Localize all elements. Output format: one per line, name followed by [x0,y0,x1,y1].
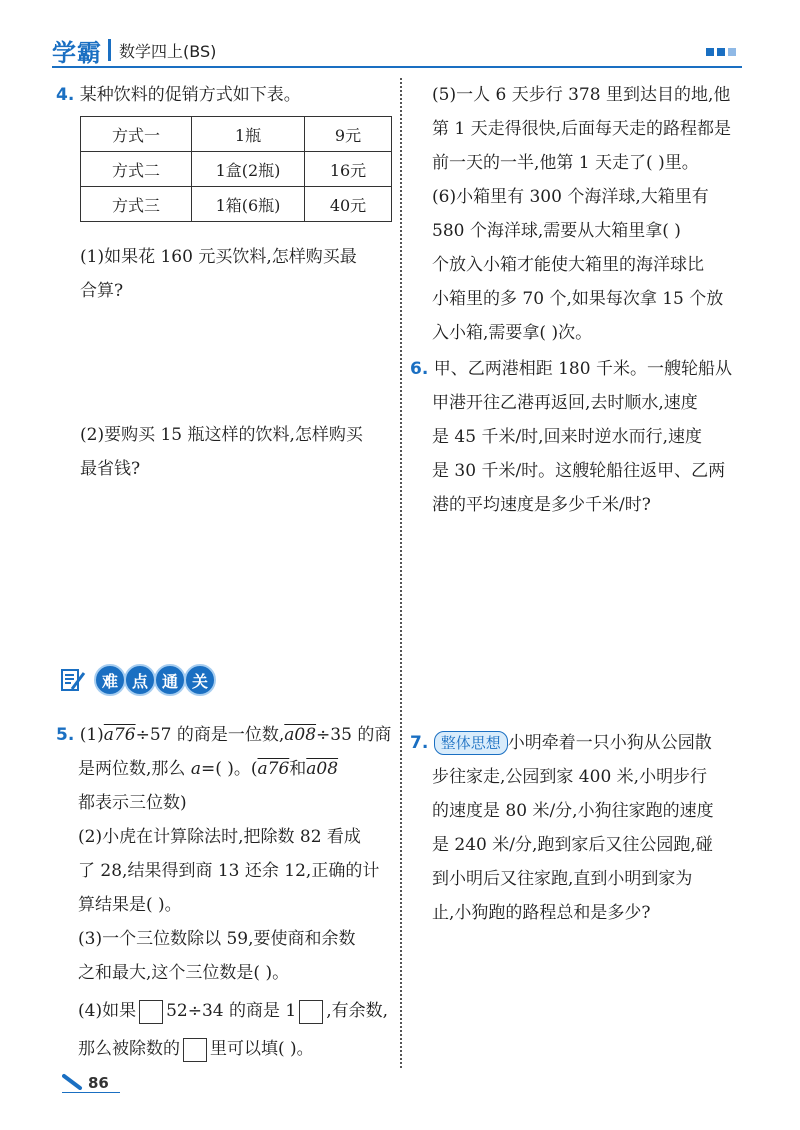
book-title: 数学四上(BS) [119,41,217,61]
q5-line [56,718,396,752]
table-cell: 9元 [305,117,392,152]
table-cell: 方式二 [81,152,192,187]
q5-number-overline: a08 [284,725,317,745]
part6-line: 小箱里的多 70 个,如果每次拿 15 个放 [432,289,724,309]
table-cell: 16元 [305,152,392,187]
table-row [81,187,392,222]
q4-number: 4. [56,85,75,105]
banner-char: 关 [184,664,216,696]
q6-line: 甲、乙两港相距 180 千米。一艘轮船从 [433,359,732,379]
header-brand [52,30,216,70]
q5-text: =( )。( [200,759,258,779]
part5-line: 前一天的一半,他第 1 天走了( )里。 [432,153,699,173]
q4-part1-line: (1)如果花 160 元买饮料,怎样购买最 [80,247,357,267]
q5-line: 之和最大,这个三位数是( )。 [78,963,290,983]
part6-line: 入小箱,需要拿( )次。 [432,323,593,343]
q4-part2 [80,418,363,486]
brand-separator [108,39,111,61]
q5-line: 了 28,结果得到商 13 还余 12,正确的计 [78,861,380,881]
pen-icon [62,1072,84,1090]
q5-number: 5. [56,725,75,745]
q6-line: 港的平均速度是多少千米/时? [432,495,651,515]
q4-intro-text: 某种饮料的促销方式如下表。 [79,85,301,105]
blank-box[interactable] [183,1038,207,1062]
banner-char: 点 [124,664,156,696]
table-cell: 方式一 [81,117,192,152]
q6-line: 是 45 千米/时,回来时逆水而行,速度 [432,427,702,447]
q4-part2-line: 最省钱? [80,459,141,479]
q7-line: 止,小狗跑的路程总和是多少? [432,903,651,923]
q-right-parts [432,78,731,350]
q7-line: 到小明后又往家跑,直到小明到家为 [432,869,693,889]
q7-line: 是 240 米/分,跑到家后又往公园跑,碰 [432,835,713,855]
q7-line: 的速度是 80 米/分,小狗往家跑的速度 [432,801,714,821]
q7-line: 步往家走,公园到家 400 米,小明步行 [432,767,708,787]
q5-text: (1) [79,725,104,745]
blank-box[interactable] [299,1000,323,1024]
q5-line: 算结果是( )。 [78,895,182,915]
q6-line: 甲港开往乙港再返回,去时顺水,速度 [432,393,698,413]
q5-text: ÷35 的商 [316,725,392,745]
header-squares-icon [706,48,736,56]
q5-number-overline: a08 [306,759,339,779]
q5-text: 里可以填( )。 [210,1039,314,1059]
q5-line [56,1032,396,1066]
table-cell: 40元 [305,187,392,222]
column-divider [400,78,402,1068]
q5-text: (4)如果 [78,1001,137,1021]
table-cell: 方式三 [81,187,192,222]
method-tag: 整体思想 [434,731,508,755]
banner-title [94,664,214,696]
q5-line [56,994,396,1028]
brand-logo: 学霸 [52,38,102,67]
q5-text: ,有余数, [326,1001,389,1021]
q6-number: 6. [410,359,429,379]
table-row [81,117,392,152]
banner-char: 通 [154,664,186,696]
q7 [410,726,714,930]
q5-line: 都表示三位数) [78,793,187,813]
q6-line: 是 30 千米/时。这艘轮船往返甲、乙两 [432,461,726,481]
section-banner [60,664,214,696]
promo-table [80,116,392,222]
table-cell: 1箱(6瓶) [192,187,305,222]
notebook-pencil-icon [60,667,86,693]
q4-part1 [80,240,357,308]
table-cell: 1盒(2瓶) [192,152,305,187]
page-number: 86 [88,1074,109,1092]
q7-number: 7. [410,733,429,753]
footer-divider [62,1092,120,1093]
part5-line: 第 1 天走得很快,后面每天走的路程都是 [432,119,732,139]
q6 [410,352,732,522]
q5-number-overline: a76 [103,725,136,745]
q5-text: ÷57 的商是一位数, [135,725,285,745]
q7-line: 小明牵着一只小狗从公园散 [507,733,712,753]
q4-intro [56,78,301,112]
q5-text: 和 [289,759,307,779]
blank-box[interactable] [139,1000,163,1024]
q5-text: 52÷34 的商是 1 [166,1001,297,1021]
q5 [56,718,396,1066]
q4-part2-line: (2)要购买 15 瓶这样的饮料,怎样购买 [80,425,363,445]
part6-line: 580 个海洋球,需要从大箱里拿( ) [432,221,681,241]
part6-line: 个放入小箱才能使大箱里的海洋球比 [432,255,704,275]
part6-line: (6)小箱里有 300 个海洋球,大箱里有 [432,187,709,207]
q5-text: 是两位数,那么 [78,759,191,779]
table-row [81,152,392,187]
header-divider [52,66,742,68]
q4-part1-line: 合算? [80,281,124,301]
q5-line: (3)一个三位数除以 59,要使商和余数 [78,929,356,949]
part5-line: (5)一人 6 天步行 378 里到达目的地,他 [432,85,731,105]
banner-char: 难 [94,664,126,696]
q5-line: (2)小虎在计算除法时,把除数 82 看成 [78,827,361,847]
q5-text: 那么被除数的 [78,1039,180,1059]
q5-variable: a [190,759,201,779]
q5-number-overline: a76 [257,759,290,779]
table-cell: 1瓶 [192,117,305,152]
q5-line [56,752,396,786]
